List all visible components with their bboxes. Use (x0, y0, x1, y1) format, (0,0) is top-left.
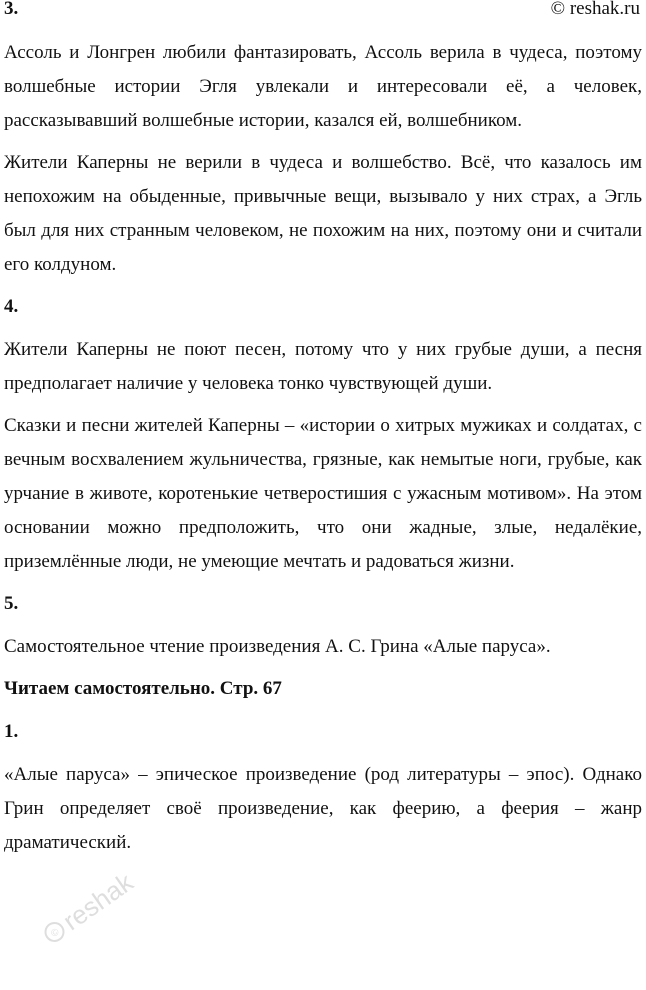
page-header (4, 0, 642, 24)
section-number-4: 4. (4, 296, 19, 317)
svg-text:©: © (49, 926, 62, 940)
section-number-3: 3. (4, 0, 19, 19)
reading-number-1: 1. (4, 721, 19, 742)
svg-text:reshak: reshak (57, 866, 139, 937)
reading-heading: Читаем самостоятельно. Стр. 67 (4, 678, 282, 699)
paragraph: Жители Каперны не поют песен, потому что у них грубые души, а песня предполагает наличие у человека тонко чувствующей души. (4, 339, 642, 394)
paragraph: Самостоятельное чтение произведения А. С. Грина «Алые паруса». (4, 636, 551, 657)
site-credit: © reshak.ru (550, 0, 640, 19)
paragraph: «Алые паруса» – эпическое произведение (род литературы – эпос). Однако Грин определяет своё произведение, как феерию, а феерия – жанр драматический. (4, 764, 642, 853)
section-number-5: 5. (4, 593, 19, 614)
document-content (4, 36, 642, 868)
paragraph: Сказки и песни жителей Каперны – «истории о хитрых мужиках и солдатах, с вечным восхвалением жульничества, грязные, как немытые ноги, грубые, как урчание в животе, коротенькие четверостишия с ужасным мотивом». На этом основании можно предположить, что они жадные, злые, недалёкие, приземлённые люди, не умеющие мечтать и радоваться жизни. (4, 415, 642, 572)
paragraph: Жители Каперны не верили в чудеса и волшебство. Всё, что казалось им непохожим на обыденные, привычные вещи, вызывало у них страх, а Эгль был для них странным человеком, не похожим на них, поэтому они и считали его колдуном. (4, 152, 642, 275)
paragraph: Ассоль и Лонгрен любили фантазировать, Ассоль верила в чудеса, поэтому волшебные истории Эгля увлекали и интересовали её, а человек, рассказывавший волшебные истории, казался ей, волшебником. (4, 42, 642, 131)
